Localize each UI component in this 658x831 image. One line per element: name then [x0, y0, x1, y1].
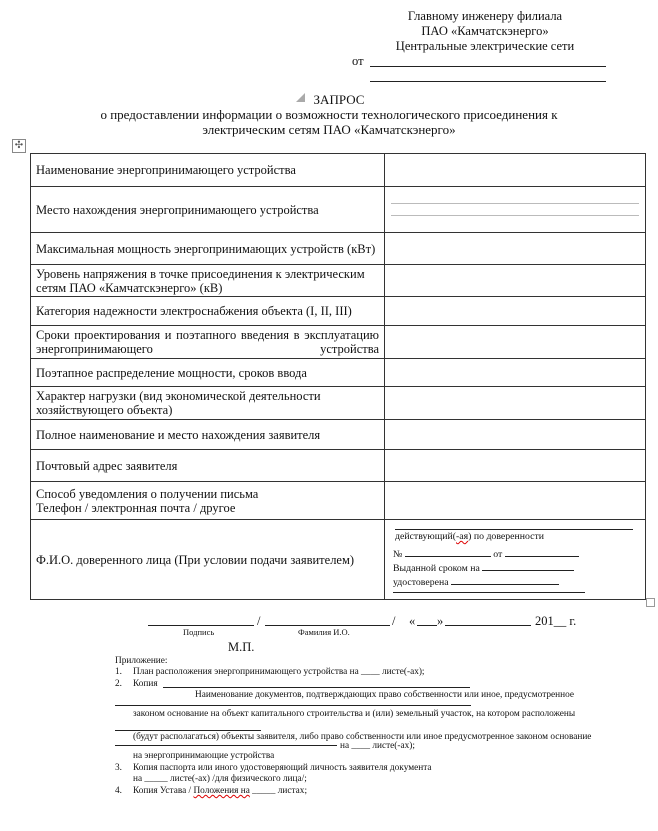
value-cell[interactable]: [385, 187, 646, 233]
proxy-issued-row: Выданной сроком на: [393, 559, 574, 574]
row-label: Ф.И.О. доверенного лица (При условии подачи заявителем): [31, 520, 385, 600]
row-label: Полное наименование и место нахождения заявителя: [31, 420, 385, 450]
date-close-quote: »: [437, 614, 444, 628]
stamp-place-label: М.П.: [228, 640, 255, 654]
table-row: [31, 387, 646, 420]
request-heading: ЗАПРОС: [313, 92, 365, 107]
from-field-line[interactable]: [370, 66, 606, 67]
appendix-item-3b: на _____ листе(-ах) /для физического лица/;: [133, 774, 307, 784]
table-row: [31, 359, 646, 387]
table-row: [31, 326, 646, 359]
value-cell[interactable]: [385, 326, 646, 359]
date-year: 201__ г.: [535, 614, 577, 628]
row-label: Характер нагрузки (вид экономической деятельности хозяйствующего объекта): [31, 387, 385, 420]
request-table: [30, 153, 646, 600]
signature-slash-2: /: [392, 614, 396, 628]
row-label: Наименование энергопринимающего устройства: [31, 154, 385, 187]
appendix-item-4-num: 4.: [115, 786, 122, 796]
request-subtitle-1: о предоставлении информации о возможности технологического присоединения к: [100, 107, 558, 122]
table-row: [31, 297, 646, 326]
value-cell[interactable]: [385, 387, 646, 420]
addressee-line-3: Центральные электрические сети: [395, 39, 575, 53]
from-field-line-2[interactable]: [370, 81, 606, 82]
appendix-note-2: законом основание на объект капитального строительства и (или) земельный участок, на котором расположены: [133, 709, 576, 719]
surname-line[interactable]: [265, 625, 390, 626]
value-cell[interactable]: [385, 233, 646, 265]
table-row: [31, 154, 646, 187]
appendix-line-4[interactable]: [115, 745, 337, 746]
date-day-line[interactable]: [417, 625, 437, 626]
notification-options-label: Телефон / электронная почта / другое: [36, 500, 236, 515]
table-row: [31, 187, 646, 233]
appendix-note-4: на ____ листе(-ах);: [340, 741, 415, 751]
row-label: Почтовый адрес заявителя: [31, 450, 385, 482]
row-label: Уровень напряжения в точке присоединения к электрическим сетям ПАО «Камчатскэнерго» (кВ): [31, 265, 385, 297]
appendix-item-2: Копия: [133, 679, 158, 689]
appendix-item-2-line[interactable]: [163, 687, 470, 688]
row-label: [31, 482, 385, 520]
value-cell[interactable]: [385, 359, 646, 387]
request-subtitle-2: электрическим сетям ПАО «Камчатскэнерго»: [202, 122, 456, 137]
row-label: Поэтапное распределение мощности, сроков ввода: [31, 359, 385, 387]
appendix-line-3[interactable]: [115, 730, 261, 731]
value-cell[interactable]: [385, 482, 646, 520]
table-row: [31, 482, 646, 520]
date-open-quote: «: [409, 614, 416, 628]
table-row: [31, 450, 646, 482]
table-row: [31, 265, 646, 297]
proxy-name-line[interactable]: [395, 529, 633, 530]
proxy-cell[interactable]: [385, 520, 646, 600]
appendix-note-1: Наименование документов, подтверждающих право собственности или иное, предусмотренное: [195, 690, 574, 700]
addressee-line-2: ПАО «Камчатскэнерго»: [421, 24, 549, 38]
row-label: Сроки проектирования и поэтапного введения в эксплуатацию энергопринимающего устройства: [31, 326, 385, 359]
value-cell[interactable]: [385, 265, 646, 297]
appendix-line-2[interactable]: [115, 705, 471, 706]
date-month-line[interactable]: [445, 625, 531, 626]
signature-line[interactable]: [148, 625, 254, 626]
surname-caption: Фамилия И.О.: [298, 627, 350, 637]
table-row: [31, 520, 646, 600]
row-label: Максимальная мощность энергопринимающих устройств (кВт): [31, 233, 385, 265]
appendix-item-3-num: 3.: [115, 763, 122, 773]
table-move-handle-icon[interactable]: ✣: [12, 139, 26, 153]
row-label: Место нахождения энергопринимающего устройства: [31, 187, 385, 233]
appendix-item-2-num: 2.: [115, 679, 122, 689]
proxy-acting: действующий(-ая) по доверенности: [395, 531, 544, 542]
row-label: Категория надежности электроснабжения объекта (I, II, III): [31, 297, 385, 326]
appendix-note-3: (будут располагаться) объекты заявителя, либо право собственности или иное предусмотренное законом основание: [133, 732, 592, 742]
appendix-title: Приложение:: [115, 656, 168, 666]
value-field-line: [391, 215, 639, 216]
signature-slash-1: /: [257, 614, 261, 628]
value-field-line: [391, 203, 639, 204]
from-label: от: [352, 54, 364, 68]
value-cell[interactable]: [385, 297, 646, 326]
signature-caption: Подпись: [183, 627, 215, 637]
value-cell[interactable]: [385, 450, 646, 482]
appendix-item-3a: Копия паспорта или иного удостоверяющий личность заявителя документа: [133, 763, 432, 773]
appendix-item-1-num: 1.: [115, 667, 122, 677]
table-resize-handle[interactable]: [646, 598, 655, 607]
proxy-extra-line[interactable]: [393, 592, 585, 593]
addressee-line-1: Главному инженеру филиала: [407, 9, 563, 23]
value-cell[interactable]: [385, 154, 646, 187]
appendix-item-4: Копия Устава / Положения на _____ листах;: [133, 786, 308, 796]
table-row: [31, 420, 646, 450]
appendix-item-1: План расположения энергопринимающего устройства на ____ листе(-ах);: [133, 667, 425, 677]
proxy-certified-row: удостоверена: [393, 573, 559, 588]
appendix-note-5: на энергопринимающие устройства: [133, 751, 275, 761]
notification-method-label: Способ уведомления о получении письма: [36, 486, 259, 501]
proxy-number-row: № от: [393, 545, 579, 560]
value-cell[interactable]: [385, 420, 646, 450]
table-row: [31, 233, 646, 265]
